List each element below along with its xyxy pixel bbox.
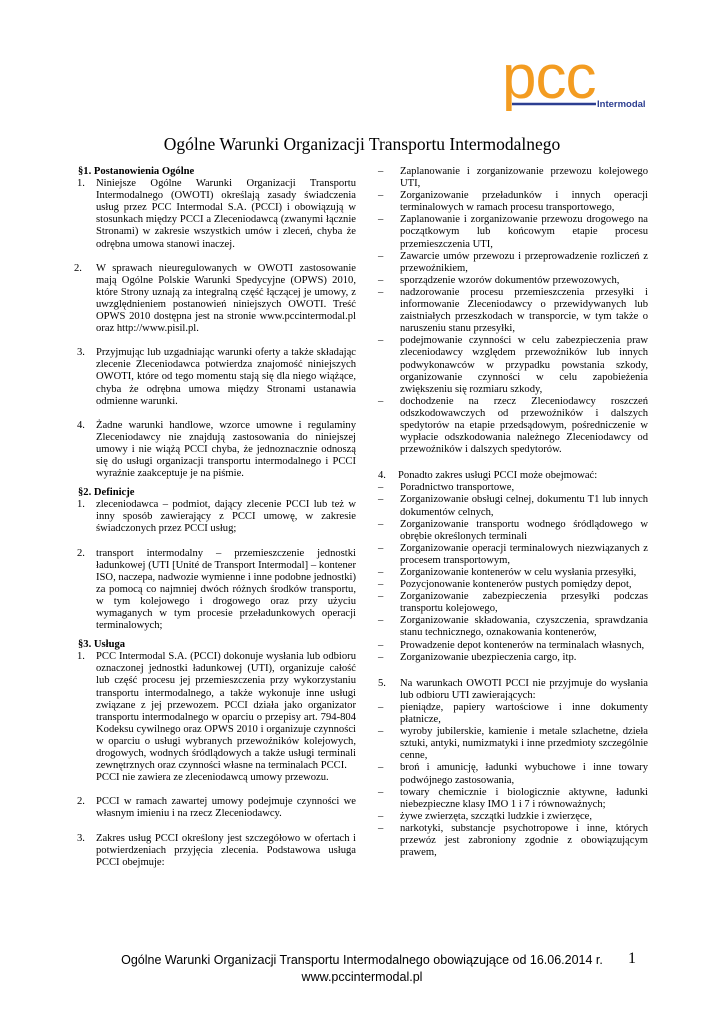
section-heading-2: §2. Definicje (78, 487, 135, 499)
item-number: 1. (77, 651, 85, 663)
list-item-text: Zorganizowanie operacji terminalowych niezwiązanych z procesem transportowym, (400, 542, 648, 566)
list-item-text: Poradnictwo transportowe, (400, 482, 515, 494)
item-number: 3. (77, 347, 85, 359)
item-text: Zakres usług PCCI określony jest szczegółowo w ofertach i potwierdzeniach przyjęcia zlecenia. Podstawowa usługa PCCI obejmuje: (96, 832, 356, 868)
list-item (378, 702, 648, 726)
extra-services-list (378, 482, 648, 663)
list-item (378, 287, 648, 335)
paragraph-4 (378, 470, 648, 482)
item-number: 3. (77, 832, 85, 844)
list-item-text: pieniądze, papiery wartościowe i inne dokumenty płatnicze, (400, 701, 648, 726)
list-item-text: podejmowanie czynności w celu zabezpieczenia praw zleceniodawcy względem przewoźników lub innych podwykonawców w przypadku powstania szkody, organizowanie czynności w celu zapobieżenia zwiększeniu się rozmiaru szkody, (400, 335, 648, 395)
list-item-text: wyroby jubilerskie, kamienie i metale szlachetne, dzieła sztuki, antyki, numizmatyki i inne przedmioty szczególnie cenne, (400, 726, 648, 762)
item-number: 1. (77, 178, 85, 190)
page-footer (0, 952, 724, 986)
list-item-text: Zawarcie umów przewozu i przeprowadzenie rozliczeń z przewoźnikiem, (400, 250, 648, 274)
item-number: 5. (378, 677, 386, 689)
dash-bullet: – (378, 518, 384, 530)
list-item (378, 787, 648, 811)
excluded-goods-list (378, 702, 648, 859)
item-text: Na warunkach OWOTI PCCI nie przyjmuje do wysłania lub odbioru UTI zawierających: (400, 677, 648, 701)
list-item-text: sporządzenie wzorów dokumentów przewozowych, (400, 274, 620, 286)
list-item (378, 214, 648, 250)
list-item-text: Zorganizowanie kontenerów w celu wysłania przesyłki, (400, 567, 637, 578)
list-item (378, 482, 648, 494)
footer-title: Ogólne Warunki Organizacji Transportu Intermodalnego obowiązujące od 16.06.2014 r. (121, 953, 603, 967)
dash-bullet: – (378, 274, 384, 286)
s1-item-4 (64, 420, 356, 480)
dash-bullet: – (378, 286, 384, 298)
company-logo (500, 43, 646, 114)
list-item-text: broń i amunicję, ładunki wybuchowe i inne towary podwójnego zastosowania, (400, 762, 648, 786)
list-item (378, 335, 648, 395)
list-item (378, 615, 648, 639)
item-text: PCCI w ramach zawartej umowy podejmuje czynności we własnym imieniu i na rzecz Zleceniodawcy. (96, 796, 356, 820)
footer-website: www.pccintermodal.pl (301, 970, 423, 984)
list-item-text: dochodzenie na rzecz Zleceniodawcy roszczeń odszkodowawczych od przewoźników i dalszych spedytorów na etapie przedsądowym, pośredniczenie w wypłacie odszkodowania należnego Zleceniodawcy od przewoźników i dalszych spedytorów. (400, 395, 648, 456)
section-heading-1: §1. Postanowienia Ogólne (78, 166, 195, 177)
list-item (378, 543, 648, 567)
list-item-text: Zorganizowanie obsługi celnej, dokumentu T1 lub innych dokumentów celnych, (400, 494, 648, 518)
list-item-text: Zaplanowanie i zorganizowanie przewozu drogowego na początkowym lub końcowym etapie procesu przemieszczenia UTI, (400, 214, 648, 250)
list-item (378, 823, 648, 859)
item-number: 2. (74, 262, 82, 274)
dash-bullet: – (378, 822, 384, 834)
s3-item-1 (64, 651, 356, 784)
list-item (378, 190, 648, 214)
s3-item-2 (64, 796, 356, 820)
core-services-list (378, 166, 648, 456)
list-item (378, 519, 648, 543)
s2-item-2 (64, 548, 356, 633)
item-text: W sprawach nieuregulowanych w OWOTI zastosowanie mają Ogólne Polskie Warunki Spedycyjne (OPWS) 2010, które Strony uznają za integralną część łączącej je umowy, z uwzględnieniem postanowień niniejszych OWOTI. Treść OPWS 2010 dostępna jest na stronie www.pccintermodal.pl oraz http://www.pisil.pl. (96, 262, 356, 335)
dash-bullet: – (378, 567, 384, 578)
s1-item-1 (64, 178, 356, 251)
dash-bullet: – (378, 166, 384, 177)
list-item (378, 567, 648, 579)
dash-bullet: – (378, 701, 384, 713)
item-number: 2. (77, 547, 85, 559)
list-item-text: żywe zwierzęta, szczątki ludzkie i zwierzęce, (400, 810, 593, 822)
dash-bullet: – (378, 482, 384, 494)
item-text: Niniejsze Ogólne Warunki Organizacji Transportu Intermodalnego (OWOTI) określają zasady świadczenia usług przez PCC Intermodal S.A. (PCCI) i obowiązują w stosunkach między PCCI a Zleceniodawcą (zwanymi łącznie Stronami) w zakresie wszystkich umów i zleceń, chyba że odrębna umowa stanowi inaczej. (96, 178, 356, 250)
item-number: 1. (77, 499, 85, 511)
item-text: zleceniodawca – podmiot, dający zlecenie PCCI lub też w inny sposób zawierający z PCCI umowę, w zakresie świadczonych przez PCCI usług; (96, 499, 356, 535)
list-item-text: towary chemicznie i biologicznie aktywne, ładunki niebezpieczne klasy IMO 1 i 7 i równoważnych; (400, 786, 648, 810)
dash-bullet: – (378, 639, 384, 651)
paragraph-5 (378, 678, 648, 702)
dash-bullet: – (378, 542, 384, 554)
item-extra-text: PCCI nie zawiera ze zleceniodawcą umowy przewozu. (96, 772, 329, 784)
item-text: Żadne warunki handlowe, wzorce umowne i regulaminy Zleceniodawcy nie znajdują zastosowania do niniejszej umowy i nie wiążą PCCI chyba, że jednoznacznie odnoszą się do usługi organizacji transportu intermodalnego i PCCI wyraźnie zaakceptuje je na piśmie. (96, 419, 356, 480)
list-item (378, 726, 648, 762)
document-title: Ogólne Warunki Organizacji Transportu Intermodalnego (163, 134, 561, 154)
s1-item-3 (64, 347, 356, 407)
list-item (378, 652, 648, 664)
list-item (378, 762, 648, 786)
list-item (378, 494, 648, 518)
item-number: 4. (77, 419, 85, 431)
list-item (378, 579, 648, 591)
dash-bullet: – (378, 726, 384, 738)
dash-bullet: – (378, 651, 384, 663)
item-text: Ponadto zakres usługi PCCI może obejmować: (398, 470, 598, 482)
list-item (378, 166, 648, 190)
item-number: 2. (77, 796, 85, 808)
dash-bullet: – (378, 762, 384, 774)
dash-bullet: – (378, 786, 384, 798)
list-item-text: Zaplanowanie i zorganizowanie przewozu kolejowego UTI, (400, 166, 648, 190)
item-text: PCC Intermodal S.A. (PCCI) dokonuje wysłania lub odbioru oznaczonej jednostki ładunkowej (UTI), organizuje całość lub część procesu jej przemieszczenia przy wykorzystaniu transportu intermodalnego, a także wykonuje inne usługi związane z jej przewozem. PCCI działa jako organizator transportu intermodalnego w oparciu o przepisy art. 794-804 Kodeksu cywilnego oraz OPWS 2010 i organizuje czynności w oparciu o usługi wybranych przewoźników kolejowych, drogowych, wodnych śródlądowych a także usługi terminali zewnętrznych oraz czynności własne na terminalach PCCI. (96, 651, 356, 772)
dash-bullet: – (378, 335, 384, 347)
list-item-text: nadzorowanie procesu przemieszczenia przesyłki i informowanie Zleceniodawcy o przewidywanych lub zaistniałych przeszkodach w transporcie, w tym także o naruszeniu stanu przesyłki, (400, 286, 648, 335)
list-item (378, 591, 648, 615)
list-item (378, 396, 648, 456)
list-item-text: Zorganizowanie transportu wodnego śródlądowego w obrębie określonych terminali (400, 518, 648, 542)
dash-bullet: – (378, 190, 384, 202)
s1-item-2 (64, 263, 356, 336)
list-item (378, 251, 648, 275)
logo-wordmark: pcc (502, 43, 596, 112)
list-item (378, 640, 648, 652)
list-item-text: Zorganizowanie ubezpieczenia cargo, itp. (400, 651, 577, 663)
logo-subtext: Intermodal (597, 99, 646, 110)
list-item (378, 275, 648, 287)
item-text: Przyjmując lub uzgadniając warunki oferty a także składając zlecenie Zleceniodawca potwierdza znajomość niniejszych OWOTI, które od tego momentu stają się dla niego wiążące, chyba że odrębna umowa między Stronami ustanawia odmienne warunki. (96, 347, 356, 407)
list-item-text: Prowadzenie depot kontenerów na terminalach własnych, (400, 639, 645, 651)
dash-bullet: – (378, 579, 384, 591)
list-item-text: Zorganizowanie zabezpieczenia przesyłki podczas transportu kolejowego, (400, 591, 648, 615)
s2-item-1 (64, 499, 356, 535)
section-heading-3: §3. Usługa (78, 639, 126, 651)
item-text: transport intermodalny – przemieszczenie jednostki ładunkowej (UTI [Unité de Transport Intermodal] – kontener ISO, naczepa, nadwozie wymienne i inne podobne jednostki) za pomocą co najmniej dwóch różnych środków transportu, w tym kolejowego i drogowego oraz przy użyciu wymaganych w tym procesie przeładunkowych operacji terminalowych; (96, 547, 356, 632)
dash-bullet: – (378, 810, 384, 822)
page-number: 1 (628, 950, 636, 967)
list-item-text: Pozycjonowanie kontenerów pustych pomiędzy depot, (400, 579, 632, 591)
dash-bullet: – (378, 615, 384, 627)
list-item (378, 811, 648, 823)
dash-bullet: – (378, 591, 384, 603)
right-column (378, 166, 648, 859)
dash-bullet: – (378, 395, 384, 407)
list-item-text: Zorganizowanie przeładunków i innych operacji terminalowych w ramach procesu transportowego, (400, 190, 648, 214)
dash-bullet: – (378, 250, 384, 262)
list-item-text: Zorganizowanie składowania, czyszczenia, sprawdzania stanu technicznego, oznakowania kontenerów, (400, 615, 648, 639)
s3-item-3 (64, 833, 356, 869)
item-number: 4. (378, 470, 386, 482)
left-column (64, 166, 356, 869)
list-item-text: narkotyki, substancje psychotropowe i inne, których przewóz jest zabroniony zgodnie z obowiązującym prawem, (400, 822, 648, 859)
dash-bullet: – (378, 214, 384, 226)
dash-bullet: – (378, 494, 384, 506)
